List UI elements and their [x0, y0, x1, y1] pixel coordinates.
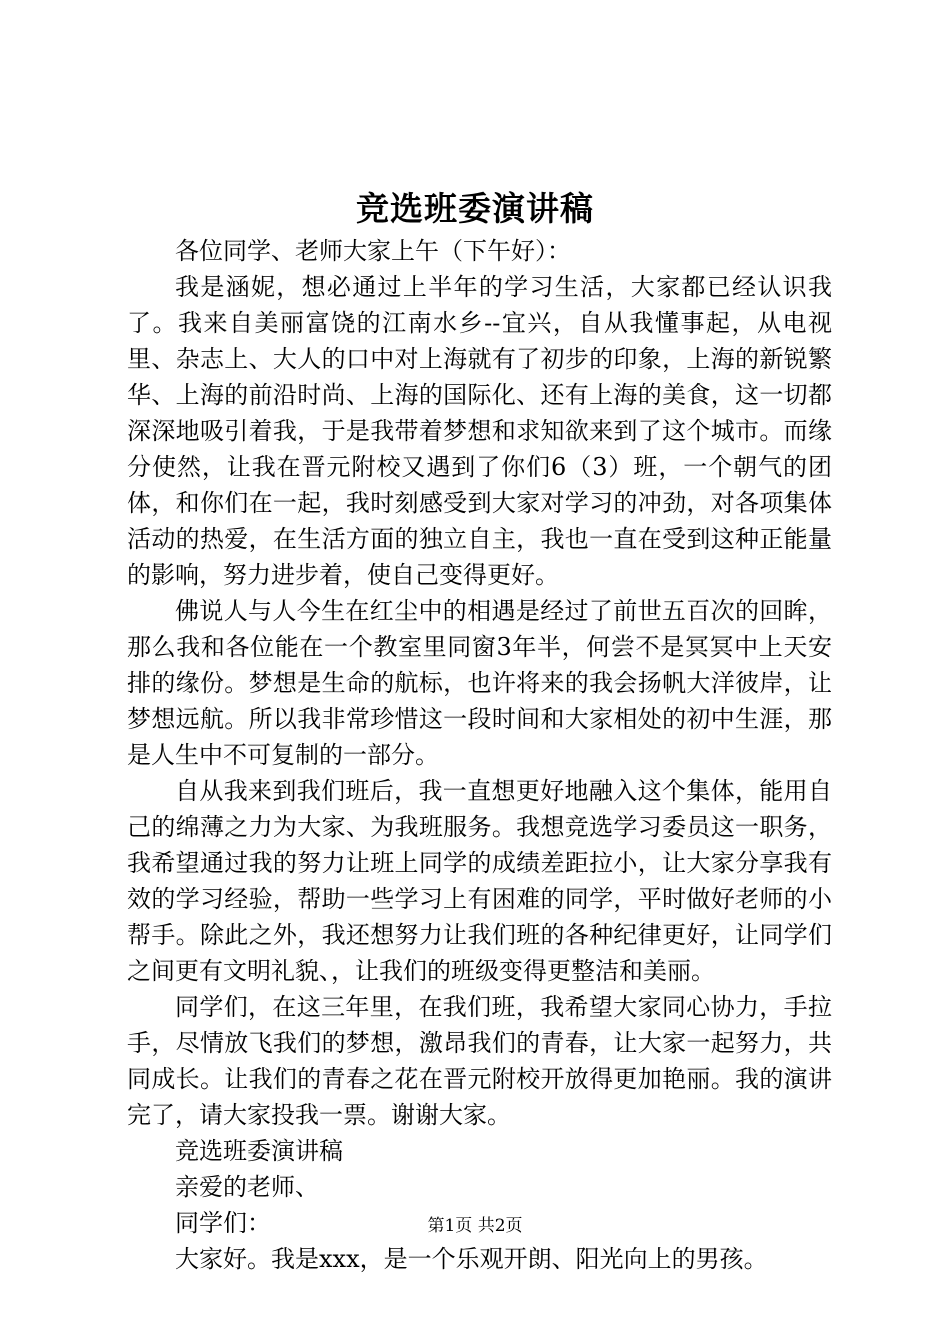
salutation-line: 同学们：	[175, 1209, 271, 1237]
page-number-footer: 第1页 共2页	[427, 1216, 523, 1236]
body-paragraph: 我是涵妮，想必通过上半年的学习生活，大家都已经认识我了。我来自美丽富饶的江南水乡--宜兴，自从我懂事起，从电视里、杂志上、大人的口中对上海就有了初步的印象，上海的新锐繁华、上海的前沿时尚、上海的国际化、还有上海的美食，这一切都深深地吸引着我，于是我带着梦想和求知欲来到了这个城市。而缘分使然，让我在晋元附校又遇到了你们6（3）班，一个朝气的团体，和你们在一起，我时刻感受到大家对学习的冲劲，对各项集体活动的热爱，在生活方面的独立自主，我也一直在受到这种正能量的影响，努力进步着，使自己变得更好。	[127, 273, 832, 589]
body-paragraph: 大家好。我是xxx，是一个乐观开朗、阳光向上的男孩。	[175, 1245, 768, 1273]
body-paragraph: 同学们，在这三年里，在我们班，我希望大家同心协力，手拉手，尽情放飞我们的梦想，激昂我们的青春，让大家一起努力，共同成长。让我们的青春之花在晋元附校开放得更加艳丽。我的演讲完了，请大家投我一票。谢谢大家。	[127, 993, 832, 1129]
document-body	[127, 233, 832, 1277]
body-paragraph: 佛说人与人今生在红尘中的相遇是经过了前世五百次的回眸，那么我和各位能在一个教室里同窗3年半，何尝不是冥冥中上天安排的缘份。梦想是生命的航标，也许将来的我会扬帆大洋彼岸，让梦想远航。所以我非常珍惜这一段时间和大家相处的初中生涯，那是人生中不可复制的一部分。	[127, 597, 832, 769]
greeting-paragraph: 各位同学、老师大家上午（下午好）：	[175, 237, 571, 265]
salutation-line: 亲爱的老师、	[175, 1173, 319, 1201]
body-paragraph: 自从我来到我们班后，我一直想更好地融入这个集体，能用自己的绵薄之力为大家、为我班服务。我想竞选学习委员这一职务，我希望通过我的努力让班上同学的成绩差距拉小，让大家分享我有效的学习经验，帮助一些学习上有困难的同学，平时做好老师的小帮手。除此之外，我还想努力让我们班的各种纪律更好，让同学们之间更有文明礼貌、，让我们的班级变得更整洁和美丽。	[127, 777, 832, 985]
document-title: 竞选班委演讲稿	[356, 189, 594, 228]
second-speech-title: 竞选班委演讲稿	[175, 1137, 343, 1165]
